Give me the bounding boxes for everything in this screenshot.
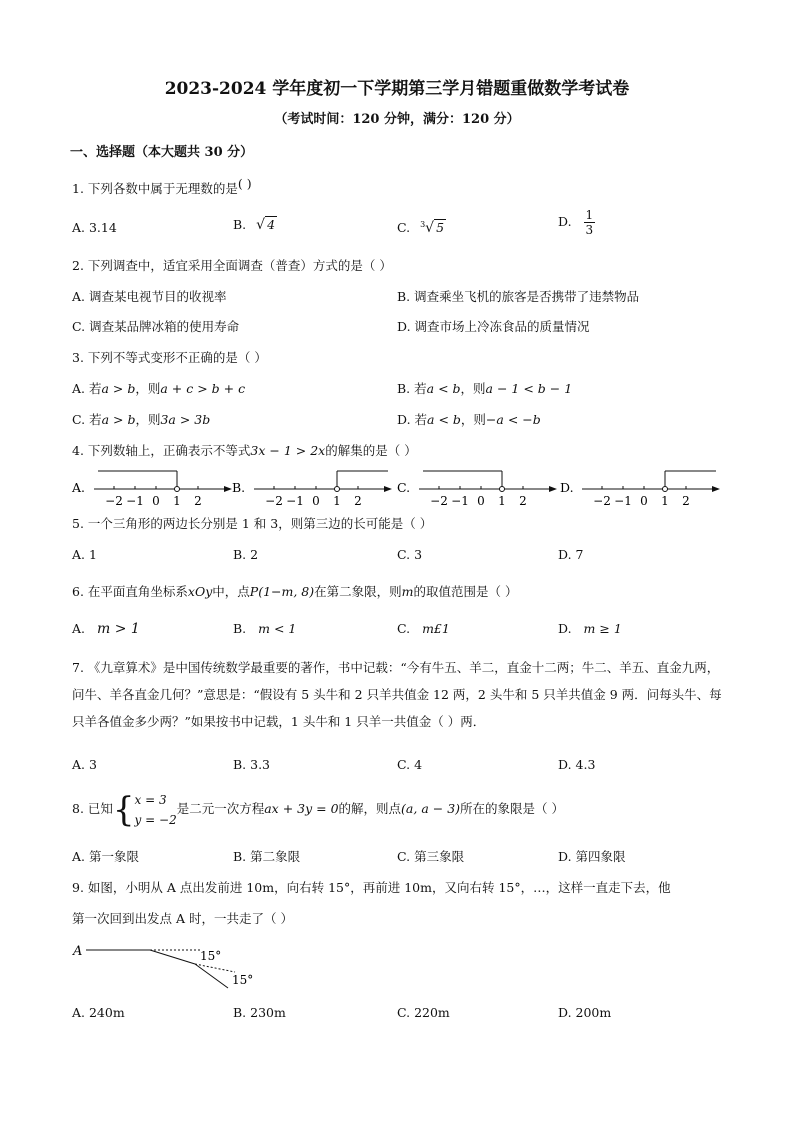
result: a + c > b + c <box>160 381 246 396</box>
question-text: 的取值范围是（ ） <box>413 584 518 599</box>
hollow-point <box>500 487 505 492</box>
option-text: D. 若 <box>397 412 428 427</box>
option-value: m ≥ 1 <box>583 621 622 636</box>
axis-arrow <box>224 486 232 492</box>
option-text: ，则 <box>460 381 486 396</box>
point-p: P(1−m, 8) <box>249 584 315 599</box>
question-5-stem: 5. 一个三角形的两边长分别是 1 和 3，则第三边的长可能是（ ） <box>72 516 433 531</box>
tick-label: 0 <box>640 494 648 508</box>
tick-label: 2 <box>194 494 202 508</box>
q6-option-a <box>72 620 140 638</box>
q7-option-b: B. 3.3 <box>233 757 271 772</box>
q3-option-b <box>397 380 572 398</box>
q7-option-c: C. 4 <box>397 757 423 772</box>
angle-label-1: 15° <box>200 949 222 963</box>
option-text: ，则 <box>135 412 161 427</box>
question-9-line-1: 9. 如图，小明从 A 点出发前进 10m，向右转 15°，再前进 10m，又向右转 15°，…，这样一直走下去，他 <box>72 880 671 895</box>
tick-label: 1 <box>498 494 506 508</box>
point-a-label: A <box>73 944 83 959</box>
q7-option-d: D. 4.3 <box>558 757 596 772</box>
q2-option-c: C. 调查某品牌冰箱的使用寿命 <box>72 319 240 334</box>
q9-option-d: D. 200m <box>558 1005 612 1020</box>
option-text: ，则 <box>460 412 486 427</box>
question-3-stem: 3. 下列不等式变形不正确的是（ ） <box>72 350 267 365</box>
option-text: B. 若 <box>397 381 427 396</box>
q8-option-d: D. 第四象限 <box>558 849 626 864</box>
result: 3a > 3b <box>160 412 211 427</box>
equation-system <box>135 790 177 830</box>
option-value: m£1 <box>422 621 450 636</box>
option-text: ，则 <box>135 381 161 396</box>
variable-m: m <box>401 584 414 599</box>
exam-subtitle: （考试时间：120 分钟，满分：120 分） <box>274 112 520 127</box>
question-7-text: 7. 《九章算术》是中国传统数学最重要的著作，书中记载：“今有牛五、羊二，直金十二两；牛二、羊五、直金九两，问牛、羊各直金几何？”意思是：“假设有 5 头牛和 2 只羊共值金 12 两，2 头牛和 5 只羊共值金 9 两．问每头牛、每只羊各值金多少两？”如果按书中记载，1 头牛和 1 只羊一共值金（ ）两． <box>72 660 722 729</box>
equation-1: x = 3 <box>134 792 167 807</box>
option-label: D. <box>560 480 574 495</box>
question-text: 是二元一次方程 <box>176 801 265 816</box>
option-label: B. <box>232 480 246 495</box>
q1-option-b: B. √ 4 <box>233 217 276 233</box>
tick-label: 0 <box>152 494 160 508</box>
number-line-d <box>560 471 720 508</box>
condition: a < b <box>427 412 461 427</box>
q8-option-c: C. 第三象限 <box>397 849 465 864</box>
tick-label: 1 <box>661 494 669 508</box>
q1-option-c: C. $^3$√ 5 <box>397 220 445 237</box>
q1-option-d <box>558 208 595 237</box>
q5-option-a: A. 1 <box>72 547 97 562</box>
radicand: 5 <box>436 220 445 236</box>
q9-option-a: A. 240m <box>72 1005 125 1020</box>
q6-option-b <box>233 620 296 638</box>
result: −a < −b <box>485 412 541 427</box>
question-text: 中，点 <box>212 584 250 599</box>
option-label: B. <box>233 621 247 636</box>
number-line-a <box>71 471 232 508</box>
condition: a > b <box>101 381 136 396</box>
tick-label: −1 <box>286 494 304 508</box>
q6-option-c <box>397 620 450 638</box>
question-text: 在第二象限，则 <box>314 584 402 599</box>
tick-label: −2 <box>105 494 123 508</box>
linear-equation: ax + 3y = 0 <box>264 801 339 816</box>
tick-label: 0 <box>477 494 485 508</box>
question-1-text: 1. 下列各数中属于无理数的是 <box>72 181 238 196</box>
section-heading: 一、选择题（本大题共 30 分） <box>70 145 254 160</box>
fraction-numerator: 1 <box>585 208 594 222</box>
option-value: m > 1 <box>97 621 140 637</box>
question-text: 8. 已知 <box>72 801 113 816</box>
question-text: 所在的象限是（ ） <box>460 801 565 816</box>
q8-option-a: A. 第一象限 <box>72 849 139 864</box>
answer-blank: ( ) <box>237 176 252 191</box>
question-text: 4. 下列数轴上，正确表示不等式 <box>72 443 251 458</box>
tick-label: 2 <box>354 494 362 508</box>
axis-arrow <box>712 486 720 492</box>
q1-option-a: A. 3.14 <box>72 220 117 235</box>
option-label: D. <box>558 214 572 229</box>
hollow-point <box>175 487 180 492</box>
q3-option-c <box>72 411 210 429</box>
tick-label: −1 <box>614 494 632 508</box>
q9-option-c: C. 220m <box>397 1005 450 1020</box>
q5-option-d: D. 7 <box>558 547 584 562</box>
angle-label-2: 15° <box>232 973 254 987</box>
hollow-point <box>335 487 340 492</box>
condition: a > b <box>101 412 136 427</box>
q2-option-b: B. 调查乘坐飞机的旅客是否携带了违禁物品 <box>397 289 640 304</box>
q2-option-a: A. 调查某电视节目的收视率 <box>72 289 227 304</box>
question-2-stem: 2. 下列调查中，适宜采用全面调查（普查）方式的是（ ） <box>72 258 392 273</box>
walking-path-figure <box>70 940 270 992</box>
equation-2: y = −2 <box>134 812 177 827</box>
q5-option-c: C. 3 <box>397 547 423 562</box>
tick-label: −2 <box>430 494 448 508</box>
question-1-stem <box>72 176 252 198</box>
number-line-c <box>397 471 557 508</box>
option-label: B. <box>233 217 247 232</box>
q9-option-b: B. 230m <box>233 1005 286 1020</box>
q5-option-b: B. 2 <box>233 547 259 562</box>
radicand: 4 <box>267 217 276 232</box>
question-text: 6. 在平面直角坐标系 <box>72 584 188 599</box>
q7-option-a: A. 3 <box>72 757 97 772</box>
condition: a < b <box>426 381 461 396</box>
q3-option-d <box>397 411 541 429</box>
inequality: 3x − 1 > 2x <box>250 443 326 458</box>
tick-label: 1 <box>173 494 181 508</box>
tick-label: 0 <box>312 494 320 508</box>
axis-arrow <box>549 486 557 492</box>
tick-label: −1 <box>126 494 144 508</box>
q8-option-b: B. 第二象限 <box>233 849 301 864</box>
option-label: A. <box>72 480 86 495</box>
tick-label: −2 <box>593 494 611 508</box>
result: a − 1 < b − 1 <box>485 381 573 396</box>
coordinate-system: xOy <box>187 584 213 599</box>
option-text: C. 若 <box>72 412 102 427</box>
number-line-options <box>70 462 730 514</box>
path-segment-2 <box>150 950 195 964</box>
number-line-b <box>232 471 392 508</box>
root-index: 3 <box>420 220 426 229</box>
option-label: D. <box>558 621 572 636</box>
question-text: 的解集的是（ ） <box>325 443 417 458</box>
option-text: A. 若 <box>72 381 102 396</box>
tick-label: 2 <box>519 494 527 508</box>
tick-label: −2 <box>265 494 283 508</box>
exam-title: 2023-2024 学年度初一下学期第三学月错题重做数学考试卷 <box>164 79 630 99</box>
q2-option-d: D. 调查市场上冷冻食品的质量情况 <box>397 319 590 334</box>
tick-label: 1 <box>333 494 341 508</box>
q3-option-a <box>72 380 245 398</box>
fraction-denominator: 3 <box>585 223 594 237</box>
axis-arrow <box>384 486 392 492</box>
tick-label: −1 <box>451 494 469 508</box>
option-label: A. <box>72 621 86 636</box>
option-label: C. <box>397 480 411 495</box>
system-brace: { <box>112 789 135 830</box>
tick-label: 2 <box>682 494 690 508</box>
question-6-stem <box>72 583 517 601</box>
option-label: C. <box>397 621 411 636</box>
option-value: m < 1 <box>258 621 297 636</box>
q6-option-d <box>558 620 622 638</box>
question-4-stem <box>72 442 417 460</box>
hollow-point <box>663 487 668 492</box>
question-9-line-2: 第一次回到出发点 A 时，一共走了（ ） <box>72 911 293 926</box>
question-8-stem <box>72 786 564 832</box>
point: (a, a − 3) <box>401 801 461 816</box>
option-label: C. <box>397 220 411 236</box>
question-text: 的解，则点 <box>338 801 402 816</box>
